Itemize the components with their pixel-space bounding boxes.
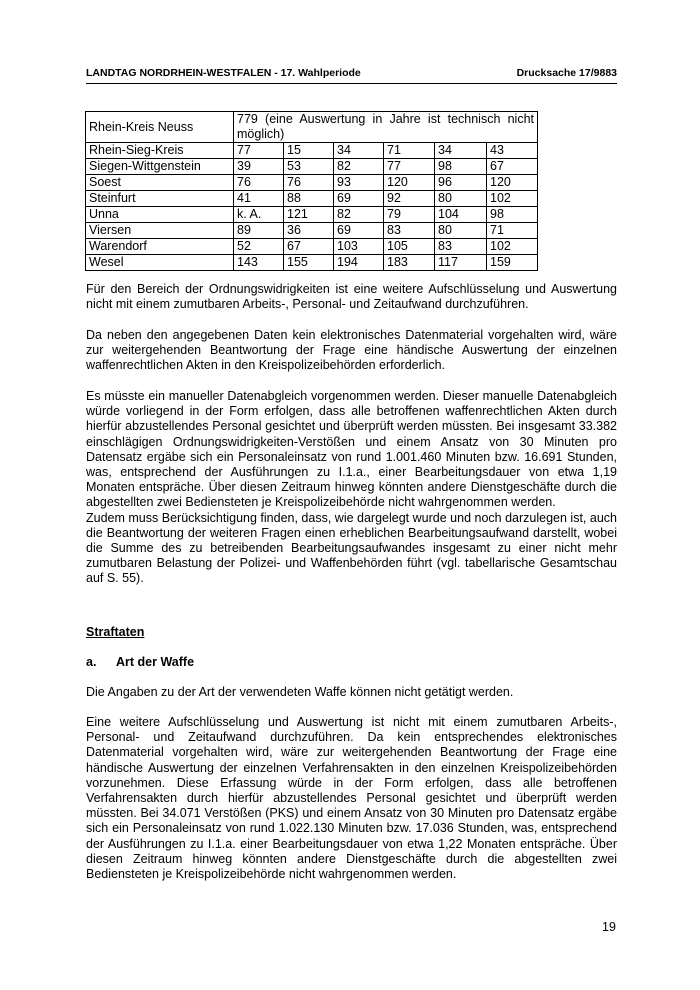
- table-row: [86, 143, 538, 159]
- district-name-cell: Soest: [86, 175, 234, 191]
- value-cell: 98: [435, 159, 487, 175]
- header-parliament: LANDTAG NORDRHEIN-WESTFALEN - 17. Wahlperiode: [86, 67, 361, 79]
- value-cell: 34: [435, 143, 487, 159]
- paragraph-text: Es müsste ein manueller Datenabgleich vorgenommen werden. Dieser manuelle Datenabgleich würde vorliegend in der Form erfolgen, dass alle betroffenen waffenrechtlichen Akten durch hierfür abzustellendes Personal gesichtet und überprüft werden müssten. Bei insgesamt 33.382 einschlägigen Ordnungswidrigkeiten-Verstößen und einem Ansatz von 30 Minuten pro Datensatz ergäbe sich ein Personaleinsatz von rund 1.001.460 Minuten bzw. 16.691 Stunden, was, entsprechend der Ausführungen zu I.1.a., einer Bearbeitungsdauer von etwa 1,19 Monaten entspräche. Über diesen Zeitraum hinweg könnten andere Dienstgeschäfte durch die abgestellten zwei Bediensteten je Kreispolizeibehörde nicht wahrgenommen werden.: [86, 389, 617, 510]
- table-row: [86, 159, 538, 175]
- value-cell: 104: [435, 207, 487, 223]
- value-cell: 93: [334, 175, 384, 191]
- subsection-heading-art-der-waffe: [86, 655, 617, 670]
- subsection-title: Art der Waffe: [116, 655, 195, 669]
- value-cell: 82: [334, 207, 384, 223]
- value-cell: 36: [284, 223, 334, 239]
- paragraph-text: Eine weitere Aufschlüsselung und Auswertung ist nicht mit einem zumutbaren Arbeits-, Personal- und Zeitaufwand durchzuführen. Da kein entsprechendes elektronisches Datenmaterial vorgehalten wird, wäre zur weitergehenden Beantwortung der Frage eine händische Auswertung der einzelnen Verfahrensakten in den einzelnen Kreispolizeibehörden vorzunehmen. Diese Erfassung würde in der Form erfolgen, dass alle betroffenen Verfahrensakten durch hierfür abzustellendes Personal gesichtet und überprüft werden müssten. Bei 34.071 Verstößen (PKS) und einem Ansatz von 30 Minuten pro Datensatz ergäbe sich ein Personaleinsatz von rund 1.022.130 Minuten bzw. 17.036 Stunden, was, entsprechend der Ausführungen zu I.1.a. einer Bearbeitungsdauer von etwa 1,22 Monaten entspräche. Über diesen Zeitraum hinweg könnten andere Dienstgeschäfte durch die abgestellten zwei Bediensteten je Kreispolizeibehörde nicht wahrgenommen werden.: [86, 715, 617, 882]
- district-name-cell: Steinfurt: [86, 191, 234, 207]
- value-cell: 105: [384, 239, 435, 255]
- value-cell: 103: [334, 239, 384, 255]
- value-cell: 41: [234, 191, 284, 207]
- paragraph-datenabgleich: [86, 389, 617, 587]
- district-name-cell: Warendorf: [86, 239, 234, 255]
- table-row: [86, 255, 538, 271]
- value-cell: 77: [384, 159, 435, 175]
- value-cell: 183: [384, 255, 435, 271]
- value-cell: 77: [234, 143, 284, 159]
- value-cell: 80: [435, 223, 487, 239]
- value-cell: 80: [435, 191, 487, 207]
- district-name-cell: Wesel: [86, 255, 234, 271]
- table-row: [86, 239, 538, 255]
- value-cell: 117: [435, 255, 487, 271]
- paragraph-verfahrensakten: [86, 715, 617, 882]
- value-cell: 79: [384, 207, 435, 223]
- value-cell: 92: [384, 191, 435, 207]
- value-cell: 120: [384, 175, 435, 191]
- value-cell: 120: [487, 175, 538, 191]
- district-name-cell: Viersen: [86, 223, 234, 239]
- value-cell: 34: [334, 143, 384, 159]
- subsection-letter: a.: [86, 655, 97, 669]
- value-cell: 98: [487, 207, 538, 223]
- value-cell: 53: [284, 159, 334, 175]
- paragraph-ordnungswidrigkeiten: [86, 282, 617, 312]
- value-cell: 194: [334, 255, 384, 271]
- value-cell: 102: [487, 191, 538, 207]
- district-table: [85, 111, 538, 271]
- paragraph-text: Zudem muss Berücksichtigung finden, dass, wie dargelegt wurde und noch darzulegen ist, auch die Beantwortung der weiteren Fragen einen erheblichen Bearbeitungsaufwand darstellt, wobei die Summe des zu betreibenden Bearbeitungsaufwandes insgesamt zu einer nicht mehr zumutbaren Belastung der Polizei- und Waffenbehörden führt (vgl. tabellarische Gesamtschau auf S. 55).: [86, 510, 617, 586]
- value-cell: 155: [284, 255, 334, 271]
- value-cell: 82: [334, 159, 384, 175]
- value-cell: 69: [334, 223, 384, 239]
- page-header: [86, 67, 617, 79]
- value-cell: 143: [234, 255, 284, 271]
- header-document-number: Drucksache 17/9883: [516, 67, 617, 79]
- district-note-cell: 779 (eine Auswertung in Jahre ist technisch nicht möglich): [234, 112, 538, 143]
- table-row: [86, 207, 538, 223]
- paragraph-text: Für den Bereich der Ordnungswidrigkeiten ist eine weitere Aufschlüsselung und Auswertung nicht mit einem zumutbaren Arbeits-, Personal- und Zeitaufwand durchzuführen.: [86, 282, 617, 312]
- table-row: [86, 112, 538, 143]
- table-row: [86, 191, 538, 207]
- value-cell: 88: [284, 191, 334, 207]
- value-cell: 52: [234, 239, 284, 255]
- value-cell: 83: [384, 223, 435, 239]
- paragraph-text: Die Angaben zu der Art der verwendeten Waffe können nicht getätigt werden.: [86, 685, 514, 699]
- value-cell: 69: [334, 191, 384, 207]
- value-cell: 43: [487, 143, 538, 159]
- value-cell: 121: [284, 207, 334, 223]
- value-cell: 76: [284, 175, 334, 191]
- value-cell: 67: [284, 239, 334, 255]
- value-cell: 83: [435, 239, 487, 255]
- value-cell: k. A.: [234, 207, 284, 223]
- value-cell: 67: [487, 159, 538, 175]
- table-row: [86, 223, 538, 239]
- district-name-cell: Siegen-Wittgenstein: [86, 159, 234, 175]
- district-name-cell: Rhein-Sieg-Kreis: [86, 143, 234, 159]
- district-name-cell: Rhein-Kreis Neuss: [86, 112, 234, 143]
- value-cell: 71: [384, 143, 435, 159]
- paragraph-datenmaterial: [86, 328, 617, 374]
- value-cell: 15: [284, 143, 334, 159]
- paragraph-art-der-waffe: [86, 685, 617, 700]
- page-number: 19: [602, 920, 616, 934]
- value-cell: 39: [234, 159, 284, 175]
- value-cell: 76: [234, 175, 284, 191]
- value-cell: 96: [435, 175, 487, 191]
- paragraph-text: Da neben den angegebenen Daten kein elektronisches Datenmaterial vorgehalten wird, wäre zur weitergehenden Beantwortung der Frage eine händische Auswertung der einzelnen waffenrechtlichen Akten in den Kreispolizeibehörden erforderlich.: [86, 328, 617, 373]
- value-cell: 159: [487, 255, 538, 271]
- header-divider: [86, 83, 617, 84]
- district-name-cell: Unna: [86, 207, 234, 223]
- section-heading-straftaten: Straftaten: [86, 625, 145, 639]
- value-cell: 71: [487, 223, 538, 239]
- value-cell: 102: [487, 239, 538, 255]
- district-table-body: [86, 112, 538, 271]
- table-row: [86, 175, 538, 191]
- value-cell: 89: [234, 223, 284, 239]
